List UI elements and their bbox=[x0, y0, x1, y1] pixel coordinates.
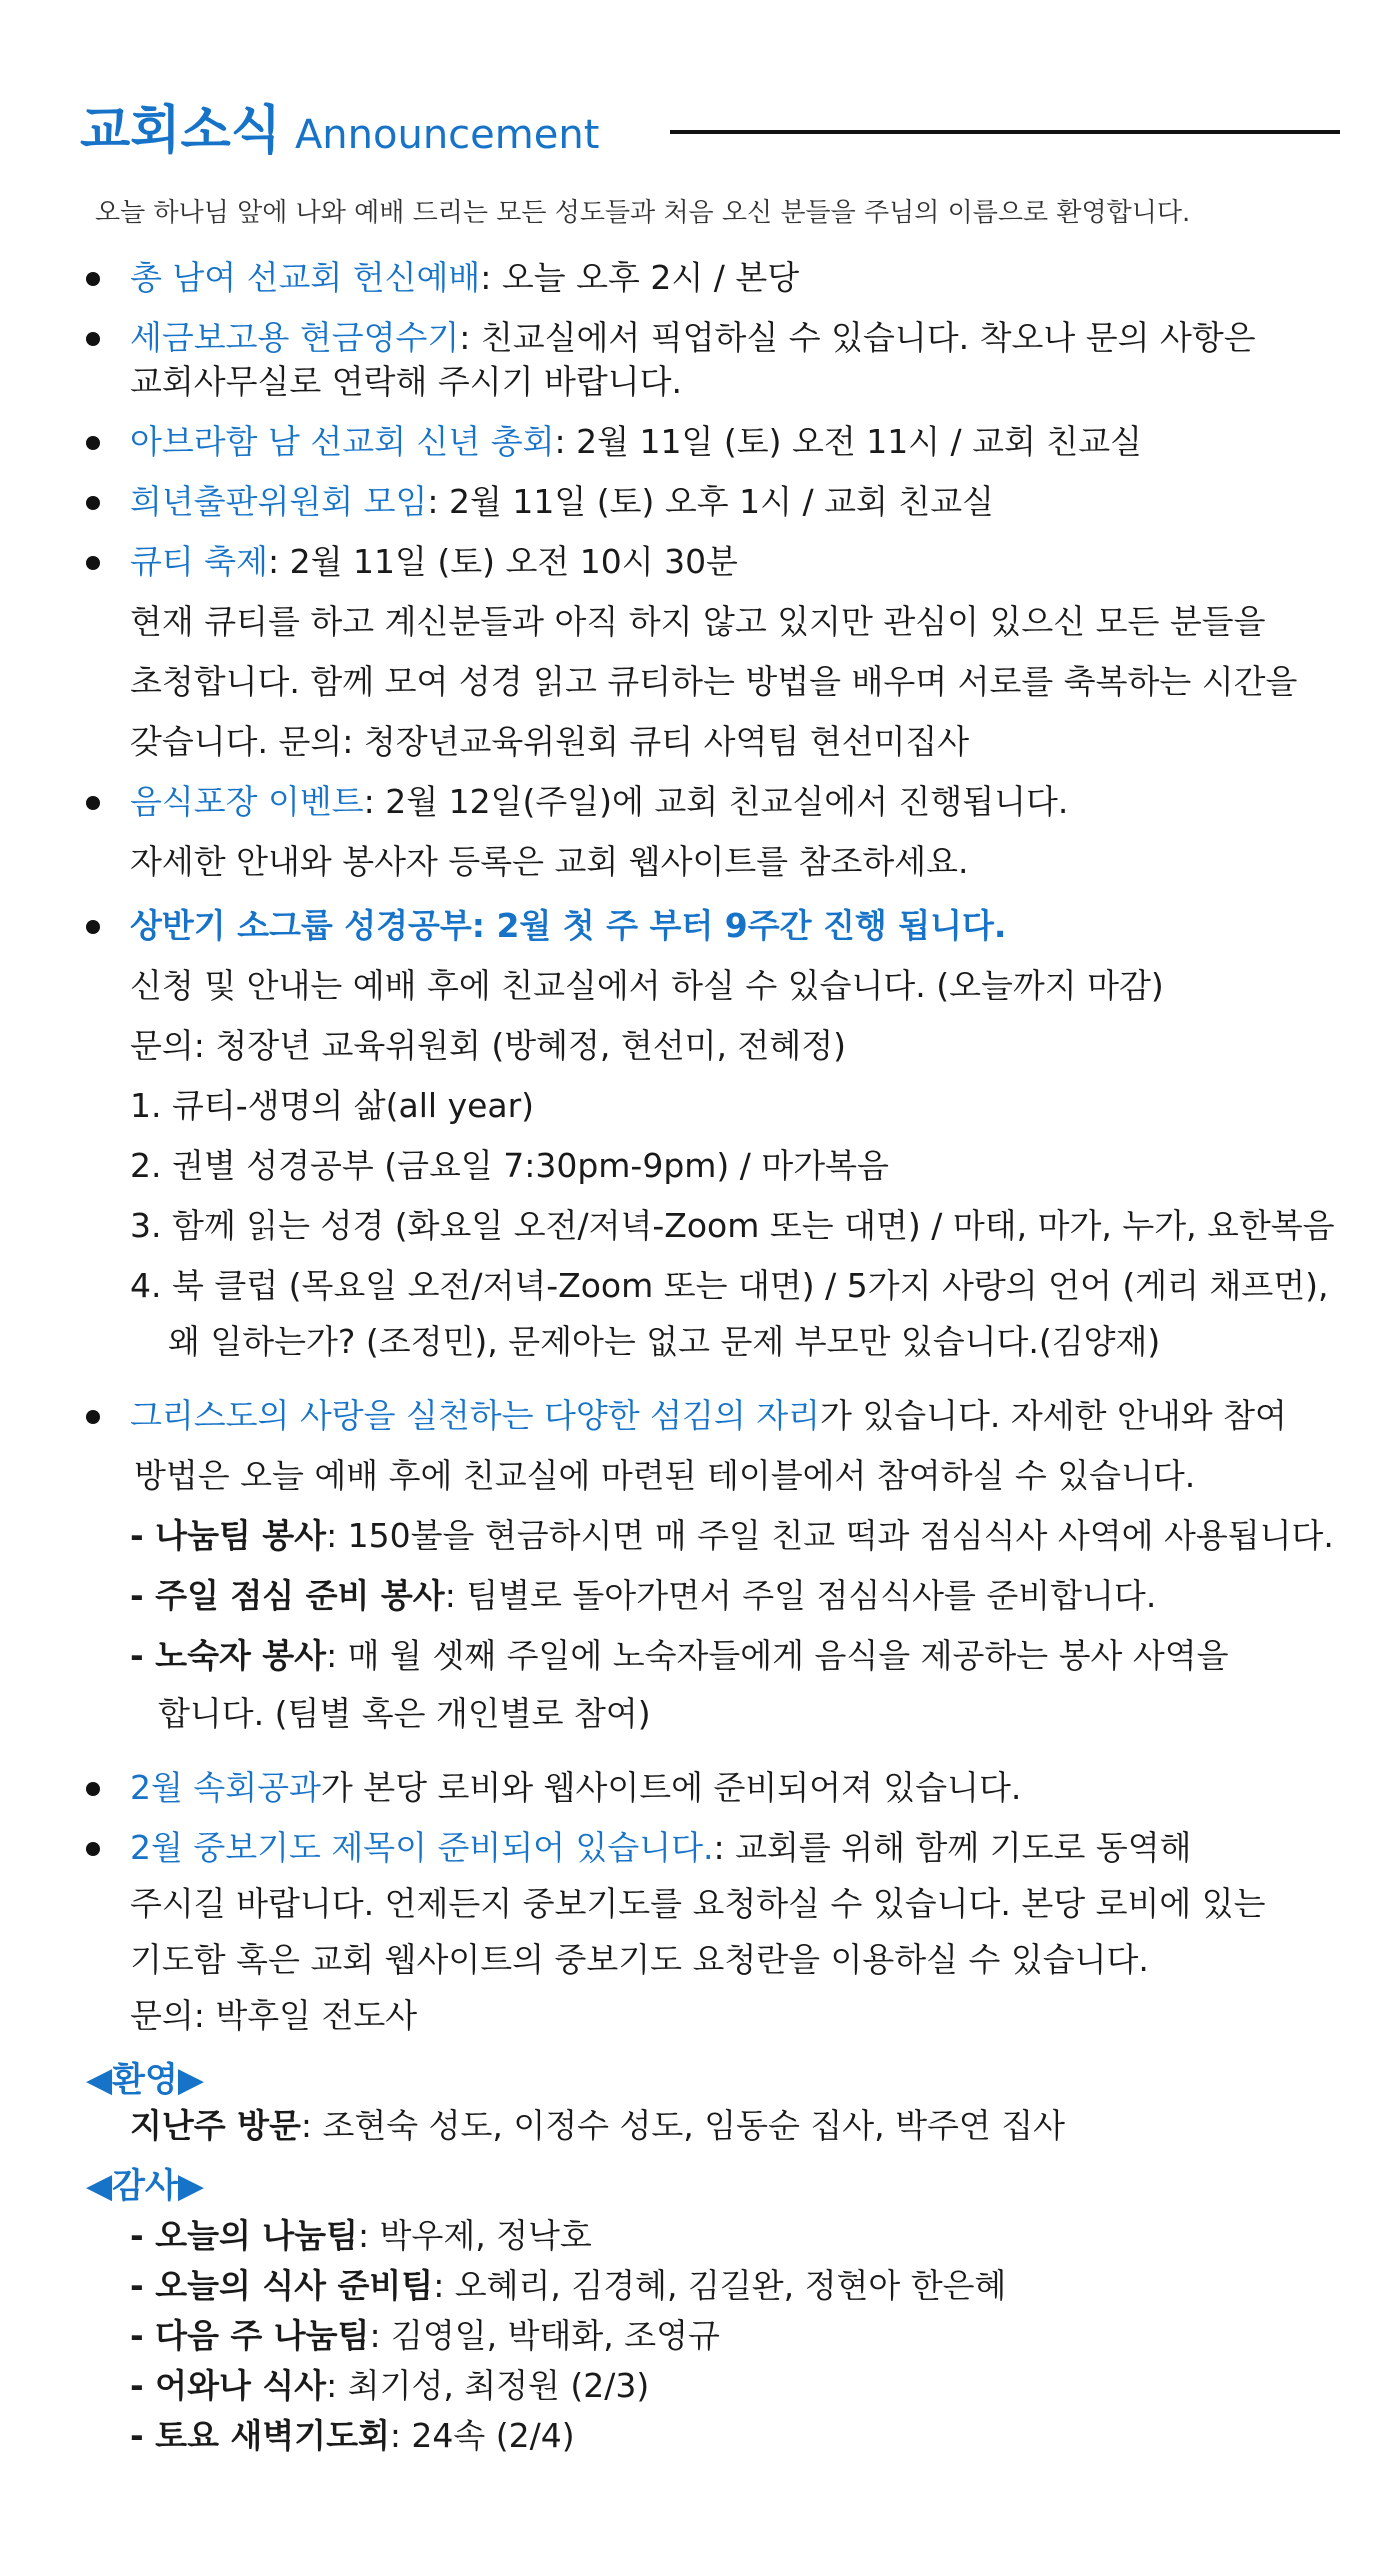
list-item: 1. 큐티-생명의 삶(all year) bbox=[130, 1086, 535, 1125]
bullet-icon bbox=[86, 1410, 100, 1424]
bullet-icon bbox=[86, 496, 100, 510]
list-item-continued: 왜 일하는가? (조정민), 문제아는 없고 문제 부모만 있습니다.(김양재) bbox=[168, 1322, 1161, 1361]
thanks-text: : 최기성, 최정원 (2/3) bbox=[326, 2366, 650, 2405]
thanks-row bbox=[130, 2214, 592, 2258]
intro-text: 오늘 하나님 앞에 나와 예배 드리는 모든 성도들과 처음 오신 분들을 주님의 이름으로 환영합니다. bbox=[95, 198, 1191, 228]
bullet-icon bbox=[86, 436, 100, 450]
thanks-label: - 어와나 식사 bbox=[130, 2366, 327, 2405]
item-text: : 2월 12일(주일)에 교회 친교실에서 진행됩니다. bbox=[363, 782, 1069, 821]
item-text-line: 방법은 오늘 예배 후에 친교실에 마련된 테이블에서 참여하실 수 있습니다. bbox=[134, 1456, 1196, 1495]
item-text: : 2월 11일 (토) 오후 1시 / 교회 친교실 bbox=[427, 482, 994, 521]
service-lunch-prep bbox=[130, 1574, 1156, 1618]
bullet-icon bbox=[86, 920, 100, 934]
item-text-line: 문의: 박후일 전도사 bbox=[130, 1996, 418, 2035]
item-abraham-meeting bbox=[130, 420, 1142, 464]
service-text: : 팀별로 돌아가면서 주일 점심식사를 준비합니다. bbox=[444, 1576, 1157, 1615]
list-item: 4. 북 클럽 (목요일 오전/저녁-Zoom 또는 대면) / 5가지 사랑의 언어 (게리 채프먼), bbox=[130, 1266, 1329, 1305]
item-bible-study-title: 상반기 소그룹 성경공부: 2월 첫 주 부터 9주간 진행 됩니다. bbox=[130, 906, 1007, 945]
item-tax-receipt bbox=[130, 316, 1256, 360]
item-text: : 2월 11일 (토) 오전 10시 30분 bbox=[268, 542, 738, 581]
welcome-label: 지난주 방문 bbox=[130, 2106, 301, 2145]
bullet-icon bbox=[86, 796, 100, 810]
welcome-heading: ◀환영▶ bbox=[86, 2060, 204, 2100]
thanks-row bbox=[130, 2264, 1006, 2308]
service-label: - 나눔팀 봉사 bbox=[130, 1516, 327, 1555]
item-text-line: 갖습니다. 문의: 청장년교육위원회 큐티 사역팀 현선미집사 bbox=[130, 722, 970, 761]
bullet-icon bbox=[86, 1782, 100, 1796]
service-text: : 매 월 셋째 주일에 노숙자들에게 음식을 제공하는 봉사 사역을 bbox=[326, 1636, 1229, 1675]
item-text-line: 기도함 혹은 교회 웹사이트의 중보기도 요청란을 이용하실 수 있습니다. bbox=[130, 1940, 1149, 1979]
item-title: 2월 중보기도 제목이 준비되어 있습니다. bbox=[130, 1828, 714, 1867]
item-qt-festival bbox=[130, 540, 738, 584]
thanks-label: - 토요 새벽기도회 bbox=[130, 2416, 390, 2455]
thanks-text: : 24속 (2/4) bbox=[389, 2416, 575, 2455]
item-title: 총 남여 선교회 헌신예배 bbox=[130, 258, 481, 297]
item-title: 음식포장 이벤트 bbox=[130, 782, 364, 821]
item-title: 2월 속회공과 bbox=[130, 1768, 321, 1807]
page-title: 교회소식 bbox=[80, 101, 281, 161]
thanks-row bbox=[130, 2314, 720, 2358]
item-title: 그리스도의 사랑을 실천하는 다양한 섬김의 자리 bbox=[130, 1396, 821, 1435]
item-text: : 2월 11일 (토) 오전 11시 / 교회 친교실 bbox=[554, 422, 1143, 461]
item-text: : 오늘 오후 2시 / 본당 bbox=[480, 258, 800, 297]
item-text-line: 초청합니다. 함께 모여 성경 읽고 큐티하는 방법을 배우며 서로를 축복하는 시간을 bbox=[130, 662, 1298, 701]
item-text-line: 합니다. (팀별 혹은 개인별로 참여) bbox=[158, 1694, 651, 1733]
item-text-line: 자세한 안내와 봉사자 등록은 교회 웹사이트를 참조하세요. bbox=[130, 842, 969, 881]
item-title: 아브라함 남 선교회 신년 총회 bbox=[130, 422, 555, 461]
item-publishing-meeting bbox=[130, 480, 994, 524]
thanks-text: : 오혜리, 김경혜, 김길완, 정현아 한은혜 bbox=[433, 2266, 1007, 2305]
thanks-row bbox=[130, 2364, 649, 2408]
item-text-line: 신청 및 안내는 예배 후에 친교실에서 하실 수 있습니다. (오늘까지 마감) bbox=[130, 966, 1164, 1005]
item-title: 세금보고용 현금영수기 bbox=[130, 318, 460, 357]
thanks-text: : 박우제, 정낙호 bbox=[357, 2216, 592, 2255]
item-text: 가 있습니다. 자세한 안내와 참여 bbox=[820, 1396, 1287, 1435]
thanks-row bbox=[130, 2414, 575, 2458]
thanks-text: : 김영일, 박태화, 조영규 bbox=[369, 2316, 720, 2355]
item-text: : 교회를 위해 함께 기도로 동역해 bbox=[713, 1828, 1192, 1867]
thanks-heading: ◀감사▶ bbox=[86, 2166, 204, 2206]
list-item: 3. 함께 읽는 성경 (화요일 오전/저녁-Zoom 또는 대면) / 마태, 마가, 누가, 요한복음 bbox=[130, 1206, 1335, 1245]
list-item: 2. 권별 성경공부 (금요일 7:30pm-9pm) / 마가복음 bbox=[130, 1146, 889, 1185]
thanks-label: - 오늘의 나눔팀 bbox=[130, 2216, 358, 2255]
item-prayer-topics bbox=[130, 1826, 1191, 1870]
service-label: - 노숙자 봉사 bbox=[130, 1636, 327, 1675]
page-header bbox=[80, 88, 599, 168]
thanks-label: - 다음 주 나눔팀 bbox=[130, 2316, 370, 2355]
bullet-icon bbox=[86, 556, 100, 570]
item-title: 큐티 축제 bbox=[130, 542, 269, 581]
item-title: 희년출판위원회 모임 bbox=[130, 482, 428, 521]
item-text-line: 주시길 바랍니다. 언제든지 중보기도를 요청하실 수 있습니다. 본당 로비에 있는 bbox=[130, 1884, 1266, 1923]
service-sharing-team bbox=[130, 1514, 1334, 1558]
bullet-icon bbox=[86, 332, 100, 346]
item-food-packaging bbox=[130, 780, 1068, 824]
item-service-opportunities bbox=[130, 1394, 1287, 1438]
service-homeless bbox=[130, 1634, 1229, 1678]
service-text: : 150불을 현금하시면 매 주일 친교 떡과 점심식사 사역에 사용됩니다. bbox=[326, 1516, 1334, 1555]
item-text: 가 본당 로비와 웹사이트에 준비되어져 있습니다. bbox=[320, 1768, 1022, 1807]
bullet-icon bbox=[86, 272, 100, 286]
item-text-line: 교회사무실로 연락해 주시기 바랍니다. bbox=[130, 362, 683, 401]
page-title-english: Announcement bbox=[294, 112, 600, 158]
item-text-line: 현재 큐티를 하고 계신분들과 아직 하지 않고 있지만 관심이 있으신 모든 분들을 bbox=[130, 602, 1266, 641]
header-rule bbox=[670, 130, 1340, 134]
item-text: : 친교실에서 픽업하실 수 있습니다. 착오나 문의 사항은 bbox=[459, 318, 1256, 357]
bullet-icon bbox=[86, 1842, 100, 1856]
service-label: - 주일 점심 준비 봉사 bbox=[130, 1576, 445, 1615]
welcome-text: : 조현숙 성도, 이정수 성도, 임동순 집사, 박주연 집사 bbox=[300, 2106, 1065, 2145]
item-cell-lesson bbox=[130, 1766, 1021, 1810]
item-mission-service bbox=[130, 256, 799, 300]
thanks-label: - 오늘의 식사 준비팀 bbox=[130, 2266, 434, 2305]
item-text-line: 문의: 청장년 교육위원회 (방혜정, 현선미, 전혜정) bbox=[130, 1026, 846, 1065]
welcome-visitors bbox=[130, 2104, 1065, 2148]
